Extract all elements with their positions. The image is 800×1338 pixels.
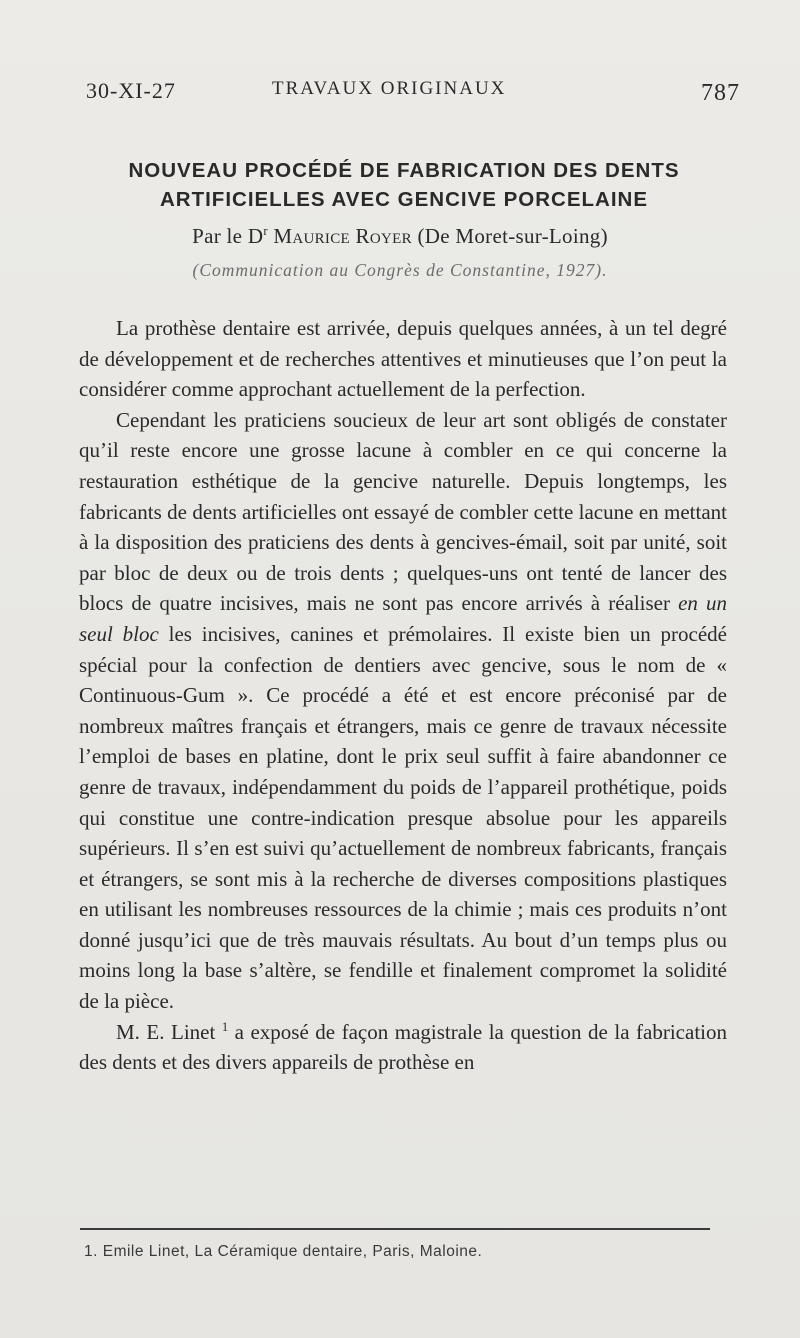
article-title-line-2: ARTIFICIELLES AVEC GENCIVE PORCELAINE — [159, 188, 649, 211]
communication-note: (Communication au Congrès de Constantine, 1927). — [192, 260, 608, 280]
paragraph-2-italic: en un seul bloc — [79, 591, 728, 646]
footnote-marker: 1 — [221, 1019, 229, 1034]
running-head — [86, 78, 740, 118]
section-title: TRAVAUX ORIGINAUX — [272, 78, 507, 99]
author-name: Maurice Royer — [273, 224, 412, 248]
byline — [80, 224, 720, 249]
paragraph-3 — [79, 1017, 727, 1078]
paragraph-3-rest: a exposé de façon magistrale la question de la fabrication des dents et des divers appareils de prothèse en — [79, 1019, 727, 1075]
article-title-line-1: NOUVEAU PROCÉDÉ DE FABRICATION DES DENTS — [128, 159, 680, 182]
author-affiliation: (De Moret-sur-Loing) — [417, 224, 608, 248]
footnote-rule — [80, 1228, 710, 1230]
issue-date: 30-XI-27 — [86, 78, 176, 103]
article-body — [79, 313, 727, 1078]
footnote: 1. Emile Linet, La Céramique dentaire, Paris, Maloine. — [84, 1243, 483, 1260]
paragraph-2-start: Cependant les praticiens soucieux de leur art sont obligés de constater qu’il reste encore une grosse lacune à combler en ce qui concerne la restauration esthétique de la gencive naturelle. Depuis longtemps, les fabricants de dents artificielles ont essayé de combler cette lacune en mettant à la disposition des praticiens des dents à gencives-émail, soit par unité, soit par bloc de deux ou de trois dents ; quelques-uns ont tenté de lancer des blocs de quatre incisives, mais ne sont pas encore arrivés à réaliser — [79, 407, 727, 616]
byline-prefix: Par le D — [192, 224, 264, 248]
paragraph-1: La prothèse dentaire est arrivée, depuis quelques années, à un tel degré de développement et de recherches attentives et minutieuses que l’on peut la considérer comme approchant actuellement de la perfection. — [79, 316, 727, 402]
paragraph-3-start: M. E. Linet — [116, 1019, 216, 1044]
paragraph-2 — [79, 405, 727, 1017]
page-number: 787 — [701, 80, 740, 106]
article-title — [80, 156, 728, 214]
byline-sup: r — [263, 224, 268, 238]
paragraph-2-rest: les incisives, canines et prémolaires. Il existe bien un procédé spécial pour la confection de dentiers avec gencive, sous le nom de « Continuous-Gum ». Ce procédé a été et est encore préconisé par de nombreux maîtres français et étrangers, mais ce genre de travaux nécessite l’emploi de bases en platine, dont le prix seul suffit à faire abandonner ce genre de travaux, indépendamment du poids de l’appareil prothétique, poids qui constitue une contre-indication presque absolue pour les appareils supérieurs. Il s’en est suivi qu’actuellement de nombreux fabricants, français et étrangers, se sont mis à la recherche de diverses compositions plastiques en utilisant les nombreuses ressources de la chimie ; mais ces produits n’ont donné jusqu’ici que de très mauvais résultats. Au bout d’un temps plus ou moins long la base s’altère, se fendille et finalement compromet la solidité de la pièce. — [79, 621, 727, 1014]
